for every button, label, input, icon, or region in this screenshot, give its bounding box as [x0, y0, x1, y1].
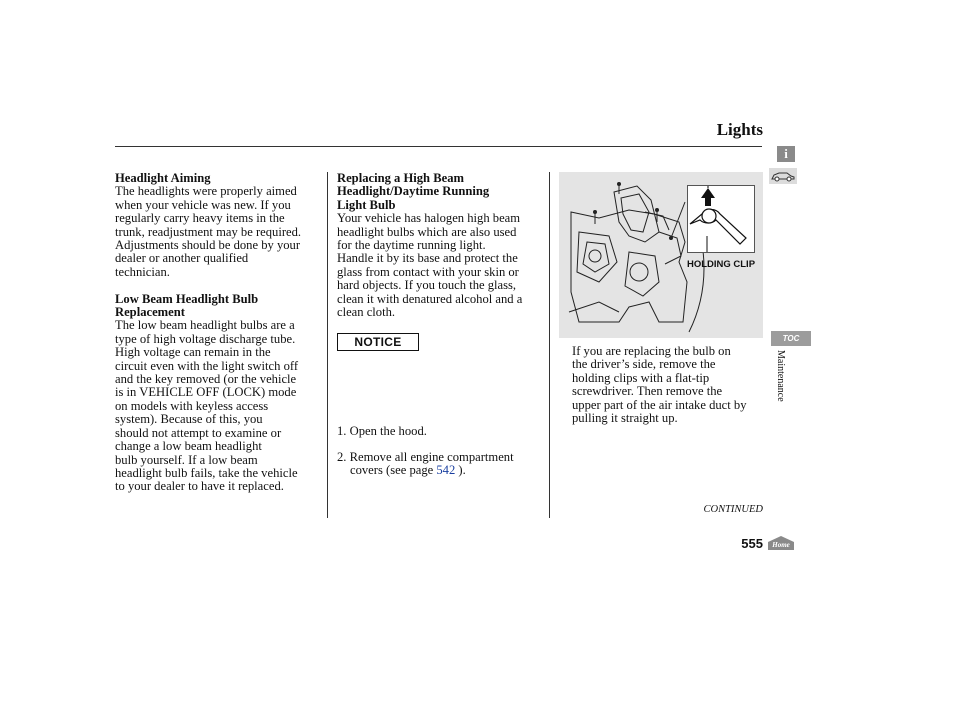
text-line: trunk, readjustment may be required. [115, 224, 302, 239]
text-line: type of high voltage discharge tube. [115, 331, 296, 346]
page-title: Lights [716, 120, 763, 139]
text-line: clean cloth. [337, 305, 396, 320]
home-label: Home [772, 541, 790, 549]
step-2-line-2 [337, 464, 547, 477]
heading-headlight-aiming: Headlight Aiming [115, 171, 211, 185]
text-line: circuit even with the light switch off [115, 358, 299, 373]
text-line: Handle it by its base and protect the [337, 251, 518, 266]
header-rule [115, 146, 762, 147]
text-line: Adjustments should be done by your [115, 238, 301, 253]
notice-label: NOTICE [337, 333, 419, 351]
info-icon[interactable]: i [777, 146, 795, 162]
heading-low-beam-2: Replacement [115, 305, 185, 320]
text-line: change a low beam headlight [115, 439, 262, 454]
text-line: technician. [115, 264, 170, 279]
text-line: and the key removed (or the vehicle [115, 372, 297, 387]
text-line: should not attempt to examine or [115, 425, 282, 440]
text-line: headlight bulb fails, take the vehicle [115, 465, 298, 480]
text-line: clean it with denatured alcohol and a [337, 291, 523, 306]
text-line: screwdriver. Then remove the [572, 384, 723, 399]
heading-high-beam: Replacing a High Beam [337, 171, 464, 185]
step-1: 1. Open the hood. [337, 424, 427, 438]
text-line: on models with keyless access [115, 398, 269, 413]
text-line: holding clips with a flat-tip [572, 370, 710, 385]
continued-label: CONTINUED [703, 504, 763, 515]
text-line: hard objects. If you touch the glass, [337, 278, 517, 293]
text-line: is in VEHICLE OFF (LOCK) mode [115, 385, 297, 400]
text-line: to your dealer to have it replaced. [115, 479, 284, 494]
column-divider-2 [549, 172, 550, 518]
heading-low-beam: Low Beam Headlight Bulb [115, 291, 259, 306]
column-2 [337, 172, 547, 319]
column-3 [572, 345, 767, 425]
column-1 [115, 172, 325, 494]
heading-high-beam-2: Headlight/Daytime Running [337, 184, 490, 199]
step-2-text: covers (see page [350, 463, 437, 478]
text-line: the driver’s side, remove the [572, 357, 716, 372]
toc-button[interactable]: TOC [771, 331, 811, 346]
text-line: The headlights were properly aimed [115, 184, 297, 199]
figure-label-holding-clip: HOLDING CLIP [686, 259, 756, 270]
step-2-line-1: 2. Remove all engine compartment [337, 450, 514, 464]
column-divider-1 [327, 172, 328, 518]
text-line: pulling it straight up. [572, 411, 678, 426]
step-2 [337, 451, 547, 478]
text-line: headlight bulbs which are also used [337, 224, 517, 239]
car-index-icon[interactable] [769, 168, 797, 184]
step-2-text-end: ). [455, 463, 466, 478]
text-line: bulb yourself. If a low beam [115, 452, 258, 467]
text-line: Your vehicle has halogen high beam [337, 211, 521, 226]
section-tab-maintenance: Maintenance [775, 350, 786, 402]
text-line: when your vehicle was new. If you [115, 197, 291, 212]
text-line: regularly carry heavy items in the [115, 211, 285, 226]
text-line: glass from contact with your skin or [337, 264, 519, 279]
text-line: High voltage can remain in the [115, 345, 271, 360]
heading-high-beam-3: Light Bulb [337, 197, 396, 212]
text-line: The low beam headlight bulbs are a [115, 318, 295, 333]
text-line: If you are replacing the bulb on [572, 344, 731, 358]
page-number: 555 [741, 536, 763, 551]
holding-clip-inset [687, 185, 755, 253]
home-button[interactable] [767, 535, 795, 551]
holding-clip-icon [688, 186, 754, 252]
text-line: dealer or another qualified [115, 251, 249, 266]
home-icon [767, 535, 795, 551]
text-line: upper part of the air intake duct by [572, 397, 747, 412]
page-link-542[interactable]: 542 [436, 463, 456, 478]
text-line: system). Because of this, you [115, 412, 263, 427]
car-icon [769, 168, 797, 184]
text-line: for the daytime running light. [337, 238, 486, 253]
